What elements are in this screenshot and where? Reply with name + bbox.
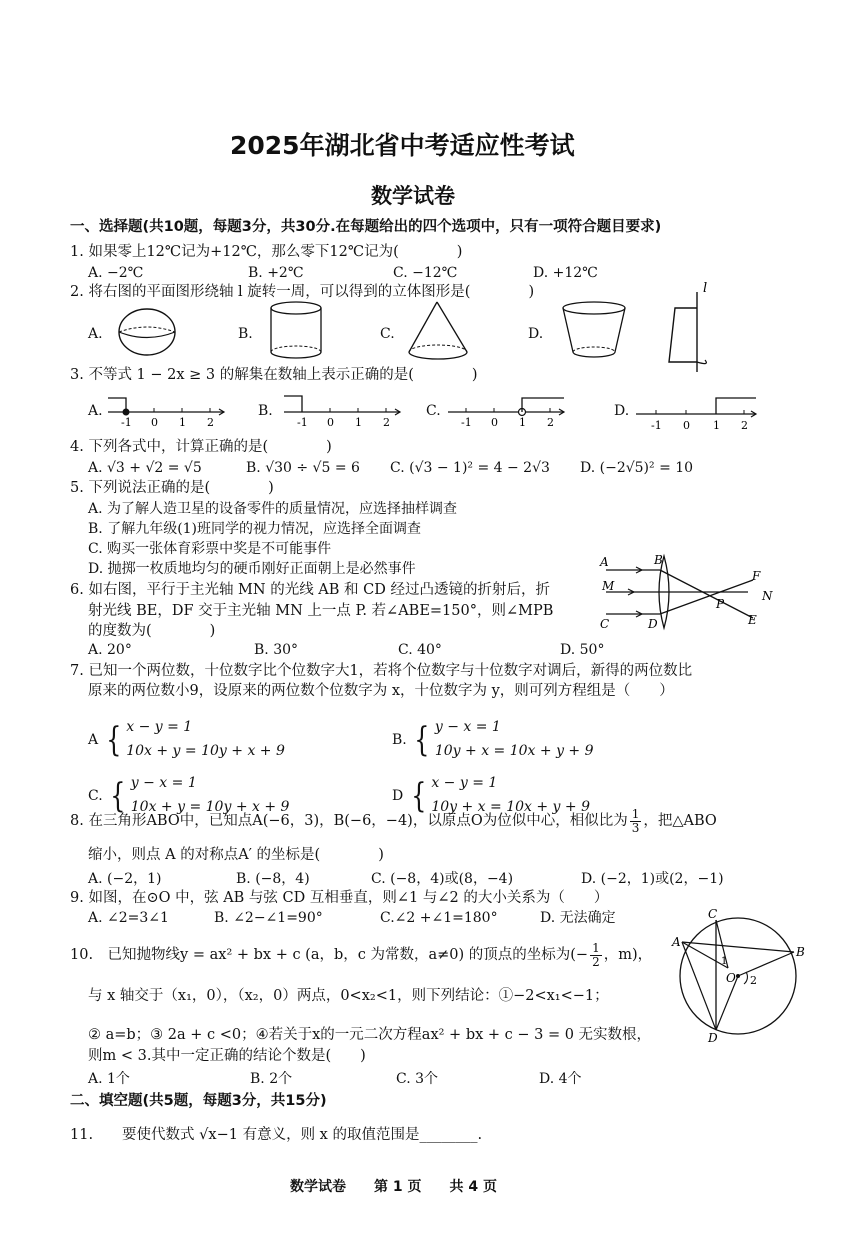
brace-icon: { bbox=[105, 719, 121, 760]
q8-option-b: B. (−8，4) bbox=[236, 871, 310, 887]
q10-stem-line3: ② a=b；③ 2a + c <0；④若关于x的一元二次方程ax² + bx + c − 3 = 0 无实数根， bbox=[88, 1027, 652, 1043]
q4-option-c: C. (√3 − 1)² = 4 − 2√3 bbox=[390, 460, 550, 476]
q10-stem-part1: 10. 已知抛物线y = ax² + bx + c (a，b，c 为常数，a≠0) 的顶点的坐标为(− bbox=[70, 947, 589, 964]
q8-option-a: A. (−2，1) bbox=[88, 871, 162, 887]
q10-stem-line4: 则m < 3.其中一定正确的结论个数是( ) bbox=[88, 1048, 366, 1064]
q3-option-b: B. bbox=[258, 403, 273, 419]
lens-label-n: N bbox=[762, 589, 773, 603]
circle-label-o: O bbox=[726, 971, 736, 985]
lens-label-a: A bbox=[600, 555, 609, 569]
lens-label-f: F bbox=[752, 569, 761, 583]
q4-option-d: D. (−2√5)² = 10 bbox=[580, 460, 694, 476]
number-line-d bbox=[634, 390, 764, 432]
tick-label: -1 bbox=[297, 416, 308, 429]
trapezoid-axis-figure bbox=[655, 280, 725, 375]
q3-stem: 3. 不等式 1 − 2x ≥ 3 的解集在数轴上表示正确的是( ) bbox=[70, 367, 478, 383]
q6-option-c: C. 40° bbox=[398, 642, 442, 658]
q2-option-b: B. bbox=[238, 326, 253, 342]
q7-c-eq1: y − x = 1 bbox=[130, 775, 197, 791]
q10-option-d: D. 4个 bbox=[539, 1071, 582, 1087]
tick-label: 2 bbox=[741, 419, 748, 432]
q10-stem-line1 bbox=[70, 942, 652, 968]
fraction-numerator: 1 bbox=[631, 807, 640, 821]
tick-label: -1 bbox=[461, 416, 472, 429]
q10-fraction bbox=[590, 942, 602, 968]
number-line-b bbox=[282, 390, 407, 430]
q6-option-b: B. 30° bbox=[254, 642, 299, 658]
q1-option-b: B. +2℃ bbox=[248, 265, 304, 281]
cone-figure bbox=[405, 300, 475, 364]
q11-stem: 11. 要使代数式 √x−1 有意义，则 x 的取值范围是________. bbox=[70, 1127, 483, 1143]
tick-label: 1 bbox=[179, 416, 186, 429]
q7-stem-line1: 7. 已知一个两位数，十位数字比个位数字大1，若将个位数字与十位数字对调后，新得的两位数比 bbox=[70, 663, 693, 679]
q8-stem-part2: ，把△ABO bbox=[643, 813, 717, 830]
q5-stem: 5. 下列说法正确的是( ) bbox=[70, 480, 274, 496]
number-line-c bbox=[446, 390, 571, 430]
fraction-denominator: 3 bbox=[631, 820, 640, 835]
q7-d-eq2: 10y + x = 10x + y + 9 bbox=[431, 798, 590, 815]
lens-label-d: D bbox=[648, 617, 658, 631]
tick-label: 0 bbox=[683, 419, 690, 432]
q6-stem-line2: 射光线 BE，DF 交于主光轴 MN 上一点 P. 若∠ABE=150°，则∠MPB bbox=[88, 603, 554, 619]
axis-l-label: l bbox=[703, 281, 708, 296]
q10-option-c: C. 3个 bbox=[396, 1071, 439, 1087]
circle-label-a: A bbox=[672, 935, 681, 949]
angle-2-label: 2 bbox=[750, 974, 757, 987]
q3-option-a: A. bbox=[88, 403, 103, 419]
q7-option-d-letter: D bbox=[392, 787, 404, 804]
tick-label: 0 bbox=[151, 416, 158, 429]
q9-option-a: A. ∠2=3∠1 bbox=[88, 910, 169, 926]
brace-icon: { bbox=[410, 775, 427, 816]
tick-label: 0 bbox=[327, 416, 334, 429]
lens-label-p: P bbox=[716, 597, 725, 611]
section-fill-heading: 二、填空题(共5题，每题3分，共15分) bbox=[70, 1093, 327, 1109]
cylinder-figure bbox=[268, 300, 328, 362]
q3-option-d: D. bbox=[614, 403, 630, 419]
q9-option-d: D. 无法确定 bbox=[540, 910, 616, 926]
q7-option-a bbox=[88, 716, 285, 764]
q1-option-a: A. −2℃ bbox=[88, 265, 144, 281]
q5-option-d: D. 抛掷一枚质地均匀的硬币刚好正面朝上是必然事件 bbox=[88, 561, 416, 577]
q7-option-b-letter: B. bbox=[392, 731, 407, 748]
tick-label: 0 bbox=[491, 416, 498, 429]
q8-stem-part1: 8. 在三角形ABO中，已知点A(−6，3)，B(−6，−4)，以原点O为位似中心，相似比为 bbox=[70, 813, 628, 830]
q4-option-a: A. √3 + √2 = √5 bbox=[88, 460, 202, 476]
q2-stem: 2. 将右图的平面图形绕轴 l 旋转一周，可以得到的立体图形是( ) bbox=[70, 284, 535, 300]
q1-stem: 1. 如果零上12℃记为+12℃，那么零下12℃记为( ) bbox=[70, 244, 463, 260]
q2-option-a: A. bbox=[88, 326, 103, 342]
convex-lens-figure bbox=[598, 552, 780, 634]
q9-option-b: B. ∠2−∠1=90° bbox=[214, 910, 323, 926]
q6-option-d: D. 50° bbox=[560, 642, 605, 658]
brace-icon: { bbox=[414, 719, 430, 760]
lens-label-c: C bbox=[600, 617, 610, 631]
q10-option-a: A. 1个 bbox=[88, 1071, 130, 1087]
tick-label: 1 bbox=[355, 416, 362, 429]
q7-b-eq2: 10y + x = 10x + y + 9 bbox=[434, 742, 594, 759]
tick-label: 2 bbox=[383, 416, 390, 429]
q9-option-c: C.∠2 +∠1=180° bbox=[380, 910, 498, 926]
section-choice-heading: 一、选择题(共10题，每题3分，共30分.在每题给出的四个选项中，只有一项符合题目要求) bbox=[70, 219, 662, 235]
tick-label: 2 bbox=[207, 416, 214, 429]
sphere-figure bbox=[115, 305, 185, 361]
q9-stem: 9. 如图，在⊙O 中，弦 AB 与弦 CD 互相垂直，则∠1 与∠2 的大小关系为（ ） bbox=[70, 890, 609, 906]
q1-option-c: C. −12℃ bbox=[393, 265, 458, 281]
q7-a-eq1: x − y = 1 bbox=[126, 719, 193, 735]
q6-stem-line1: 6. 如右图，平行于主光轴 MN 的光线 AB 和 CD 经过凸透镜的折射后，折 bbox=[70, 582, 550, 598]
tick-label: 1 bbox=[519, 416, 526, 429]
q8-option-d: D. (−2，1)或(2，−1) bbox=[581, 871, 724, 887]
q6-stem-line3: 的度数为( ) bbox=[88, 623, 216, 639]
circle-label-b: B bbox=[796, 945, 805, 959]
q4-option-b: B. √30 ÷ √5 = 6 bbox=[246, 460, 360, 476]
q3-option-c: C. bbox=[426, 403, 441, 419]
q7-option-a-letter: A bbox=[88, 731, 99, 748]
brace-icon: { bbox=[110, 775, 126, 816]
q7-c-eq2: 10x + y = 10y + x + 9 bbox=[130, 798, 290, 815]
q6-option-a: A. 20° bbox=[88, 642, 132, 658]
angle-1-label: 1 bbox=[721, 956, 728, 967]
tick-label: 1 bbox=[713, 419, 720, 432]
circle-label-c: C bbox=[708, 907, 718, 921]
q8-fraction bbox=[630, 808, 642, 834]
lens-label-b: B bbox=[654, 553, 663, 567]
q8-stem-line1 bbox=[70, 808, 717, 834]
q10-stem-part2: ，m)， bbox=[603, 947, 653, 964]
q7-option-c-letter: C. bbox=[88, 787, 103, 804]
q5-option-b: B. 了解九年级(1)班同学的视力情况，应选择全面调查 bbox=[88, 521, 422, 537]
q5-option-c: C. 购买一张体育彩票中奖是不可能事件 bbox=[88, 541, 332, 557]
fraction-numerator: 1 bbox=[592, 941, 600, 955]
q8-option-c: C. (−8，4)或(8，−4) bbox=[371, 871, 514, 887]
q1-option-d: D. +12℃ bbox=[533, 265, 598, 281]
q10-option-b: B. 2个 bbox=[250, 1071, 293, 1087]
page-footer: 数学试卷 第 1 页 共 4 页 bbox=[290, 1179, 497, 1195]
lens-label-m: M bbox=[602, 579, 615, 593]
tick-label: 2 bbox=[547, 416, 554, 429]
q7-stem-line2: 原来的两位数小9，设原来的两位数个位数字为 x，十位数字为 y，则可列方程组是（ ） bbox=[88, 683, 674, 699]
page-subtitle: 数学试卷 bbox=[371, 184, 455, 208]
q10-stem-line2: 与 x 轴交于（x₁，0），（x₂，0）两点，0<x₂<1，则下列结论：①−2<x₁<−1； bbox=[88, 988, 609, 1004]
q5-option-a: A. 为了解人造卫星的设备零件的质量情况，应选择抽样调查 bbox=[88, 501, 458, 517]
q7-a-eq2: 10x + y = 10y + x + 9 bbox=[126, 742, 285, 759]
frustum-figure bbox=[560, 300, 630, 362]
tick-label: -1 bbox=[651, 419, 662, 432]
q7-d-eq1: x − y = 1 bbox=[431, 775, 498, 791]
q4-stem: 4. 下列各式中，计算正确的是( ) bbox=[70, 439, 332, 455]
number-line-a bbox=[106, 390, 231, 430]
q7-option-b bbox=[392, 716, 594, 764]
lens-label-e: E bbox=[748, 613, 757, 627]
q2-option-d: D. bbox=[528, 326, 544, 342]
q2-option-c: C. bbox=[380, 326, 395, 342]
page-title: 2025年湖北省中考适应性考试 bbox=[230, 131, 575, 160]
q7-b-eq1: y − x = 1 bbox=[434, 719, 501, 735]
circle-label-d: D bbox=[708, 1031, 718, 1045]
circle-chords-figure bbox=[670, 908, 810, 1044]
fraction-denominator: 2 bbox=[592, 954, 600, 969]
q8-stem-line2: 缩小，则点 A 的对称点A′ 的坐标是( ) bbox=[88, 847, 384, 863]
tick-label: -1 bbox=[121, 416, 132, 429]
